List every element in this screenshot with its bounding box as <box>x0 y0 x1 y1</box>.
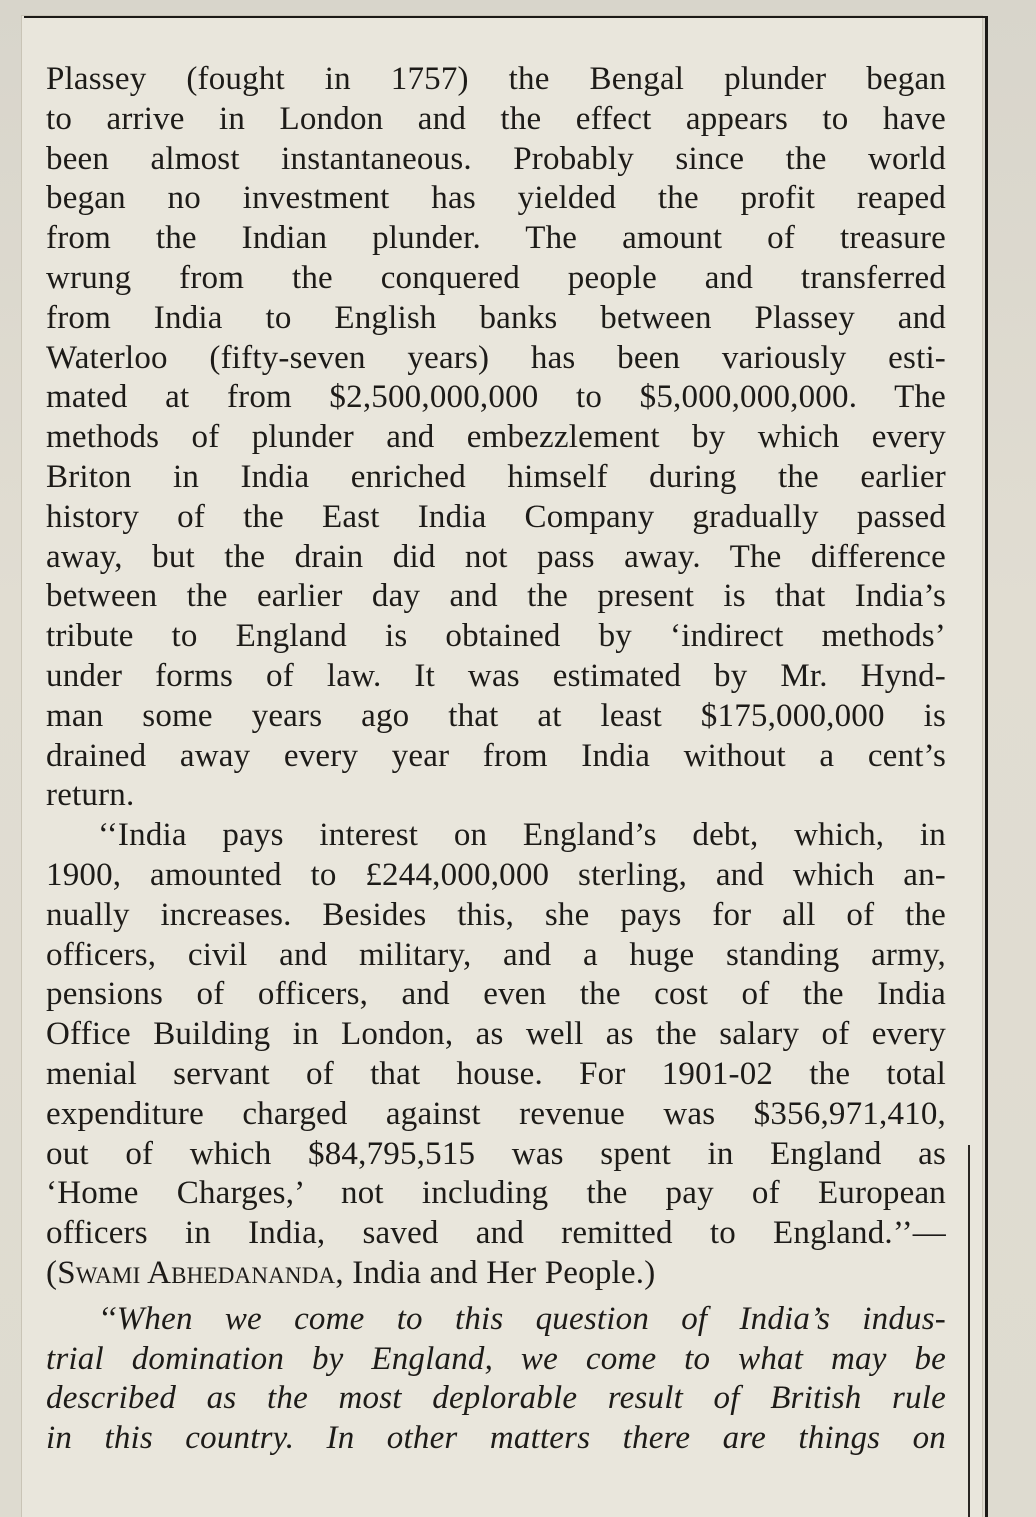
text-line: Waterloo (fifty-seven years) has been variously esti- <box>46 339 946 376</box>
paragraph-industrial-domination <box>46 1300 946 1459</box>
text-line: pensions of officers, and even the cost of the India <box>46 976 946 1013</box>
text-line: drained away every year from India without a cent’s <box>46 737 946 774</box>
text-line: Office Building in London, as well as the salary of every <box>46 1016 946 1053</box>
citation-author: Swami Abhedananda <box>57 1254 336 1291</box>
text-line: ‘‘India pays interest on England’s debt, which, in <box>98 817 946 854</box>
text-line: ‘‘When we come to this question of India’s indus- <box>98 1300 946 1337</box>
text-line: from the Indian plunder. The amount of treasure <box>46 220 946 257</box>
text-line: Briton in India enriched himself during the earlier <box>46 458 946 495</box>
text-line: man some years ago that at least $175,000,000 is <box>46 697 946 734</box>
text-line: officers in India, saved and remitted to England.’’— <box>46 1215 946 1252</box>
text-line: ‘Home Charges,’ not including the pay of European <box>46 1175 946 1212</box>
text-line: between the earlier day and the present is that India’s <box>46 578 946 615</box>
text-line: mated at from $2,500,000,000 to $5,000,000,000. The <box>46 379 946 416</box>
text-line: described as the most deplorable result of British rule <box>46 1380 946 1417</box>
text-line: to arrive in London and the effect appears to have <box>46 100 946 137</box>
text-line: return. <box>46 777 135 814</box>
paragraph-plunder <box>46 60 946 816</box>
text-line: officers, civil and military, and a huge standing army, <box>46 936 946 973</box>
frame-border-top <box>24 16 988 18</box>
text-line: 1900, amounted to £244,000,000 sterling, and which an- <box>46 856 946 893</box>
paragraph-india-pays <box>46 816 946 1254</box>
body-text <box>46 60 946 1459</box>
citation-open-paren: ( <box>46 1254 58 1291</box>
text-line: expenditure charged against revenue was $356,971,410, <box>46 1095 946 1132</box>
text-line: in this country. In other matters there are things on <box>46 1420 946 1457</box>
text-line: out of which $84,795,515 was spent in England as <box>46 1135 946 1172</box>
text-line: tribute to England is obtained by ‘indirect methods’ <box>46 618 946 655</box>
frame-border-inner-right <box>968 1145 970 1517</box>
text-line: been almost instantaneous. Probably since the world <box>46 140 946 177</box>
text-line: menial servant of that house. For 1901-02 the total <box>46 1055 946 1092</box>
text-line: from India to English banks between Plassey and <box>46 299 946 336</box>
citation-source: , India and Her People.) <box>335 1254 656 1291</box>
text-line: Plassey (fought in 1757) the Bengal plunder began <box>46 61 946 97</box>
text-line: away, but the drain did not pass away. The difference <box>46 538 946 575</box>
text-line: nually increases. Besides this, she pays for all of the <box>46 896 946 933</box>
text-line: wrung from the conquered people and transferred <box>46 259 946 296</box>
text-line: trial domination by England, we come to what may be <box>46 1340 946 1377</box>
citation <box>46 1254 946 1294</box>
text-line: history of the East India Company gradually passed <box>46 498 946 535</box>
frame-border-right <box>985 16 988 1517</box>
citation-line <box>46 1254 946 1294</box>
text-line: under forms of law. It was estimated by Mr. Hynd- <box>46 657 946 694</box>
text-line: methods of plunder and embezzlement by which every <box>46 419 946 456</box>
text-line: began no investment has yielded the profit reaped <box>46 180 946 217</box>
